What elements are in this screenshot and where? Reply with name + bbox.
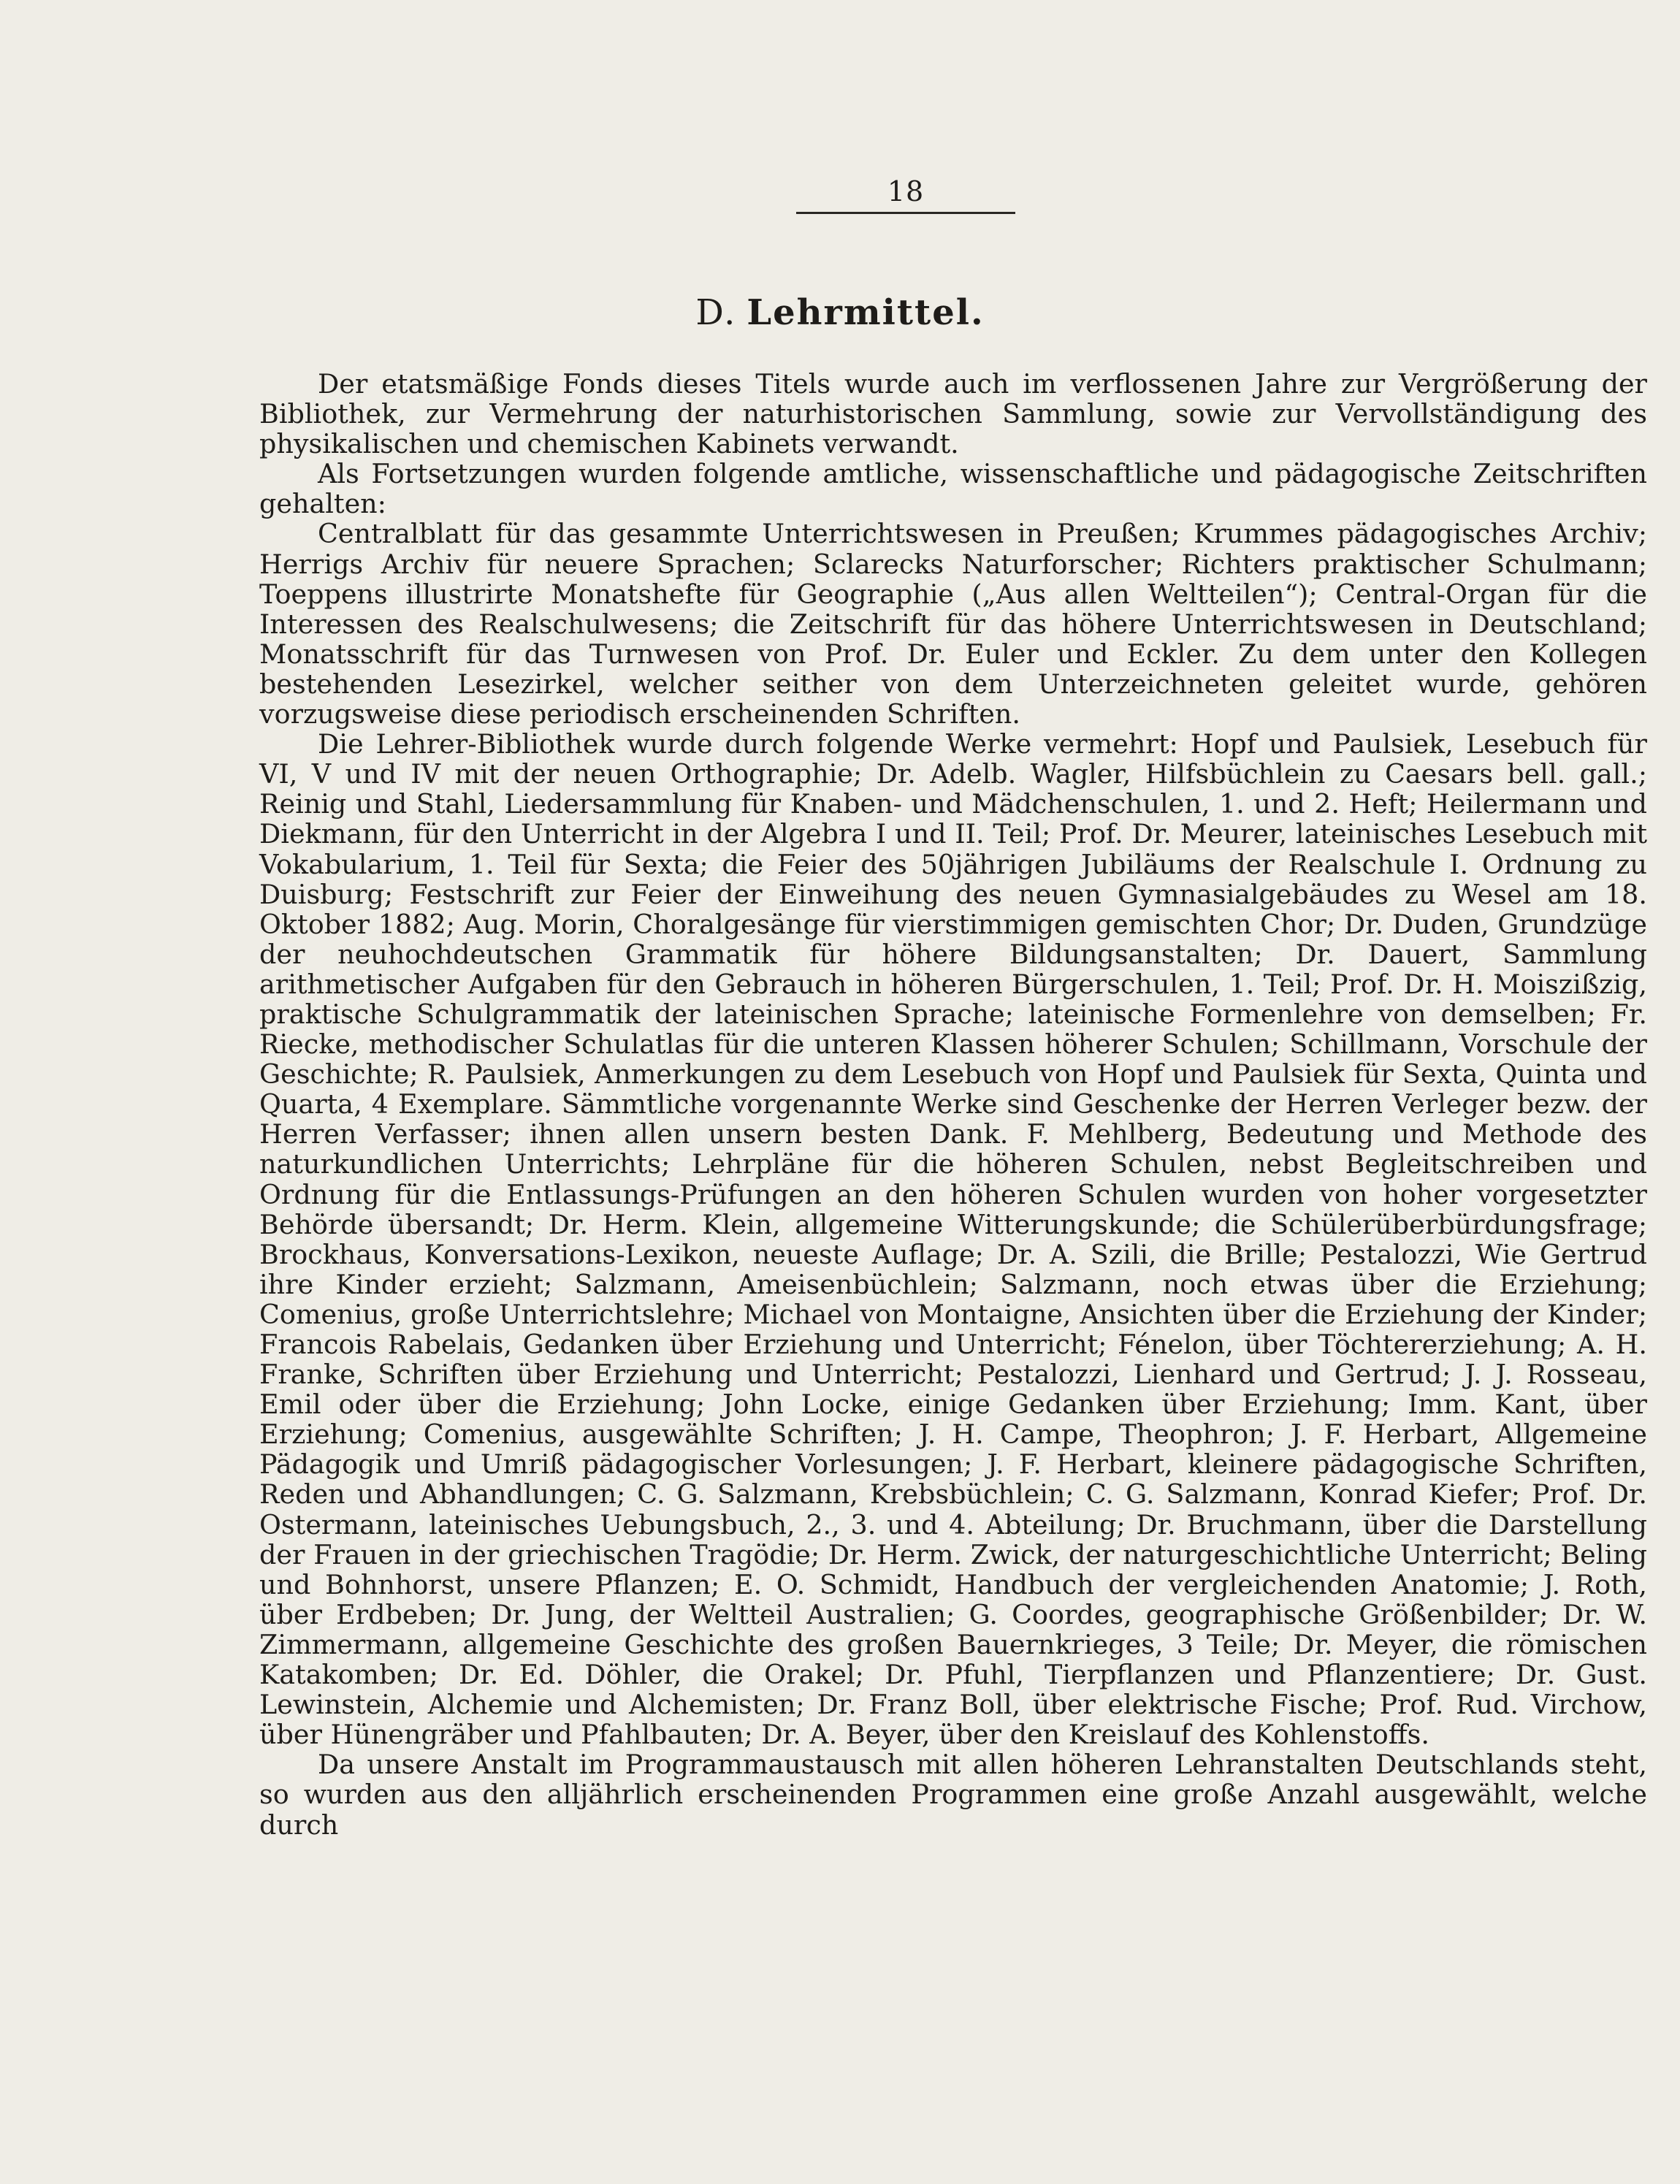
section-number: D. <box>695 292 737 333</box>
section-title: Lehrmittel. <box>747 292 985 333</box>
paragraph-zeitschriften: Centralblatt für das gesammte Unterrichtswesen in Preußen; Krummes pädagogisches Archiv; Herrigs Archiv für neuere Sprachen; Sclarecks Naturforscher; Richters praktischer Schulmann; Toeppens illustrirte Monatshefte für Geographie („Aus allen Weltteilen“); Central-Organ für die Interessen des Realschulwesens; die Zeitschrift für das höhere Unterrichtswesen in Deutschland; Monatsschrift für das Turnwesen von Prof. Dr. Euler und Eckler. Zu dem unter den Kollegen bestehenden Lesezirkel, welcher seither von dem Unterzeichneten geleitet wurde, gehören vorzugsweise diese periodisch erscheinenden Schriften. <box>259 518 1647 730</box>
body-text <box>259 369 1647 1840</box>
paragraph-fonds: Der etatsmäßige Fonds dieses Titels wurde auch im verflossenen Jahre zur Vergrößerung der Bibliothek, zur Vermehrung der naturhistorischen Sammlung, sowie zur Vervollständigung des physikalischen und chemischen Kabinets verwandt. <box>259 368 1647 460</box>
page-number: 18 <box>887 175 925 207</box>
paragraph-lehrer-bibliothek: Die Lehrer-Bibliothek wurde durch folgende Werke vermehrt: Hopf und Paulsiek, Lesebuch für VI, V und IV mit der neuen Orthographie; Dr. Adelb. Wagler, Hilfsbüchlein zu Caesars bell. gall.; Reinig und Stahl, Liedersammlung für Knaben- und Mädchenschulen, 1. und 2. Heft; Heilermann und Diekmann, für den Unterricht in der Algebra I und II. Teil; Prof. Dr. Meurer, lateinisches Lesebuch mit Vokabularium, 1. Teil für Sexta; die Feier des 50jährigen Jubiläums der Realschule I. Ordnung zu Duisburg; Festschrift zur Feier der Einweihung des neuen Gymnasialgebäudes zu Wesel am 18. Oktober 1882; Aug. Morin, Choralgesänge für vierstimmigen gemischten Chor; Dr. Duden, Grundzüge der neuhochdeutschen Grammatik für höhere Bildungsanstalten; Dr. Dauert, Sammlung arithmetischer Aufgaben für den Gebrauch in höheren Bürgerschulen, 1. Teil; Prof. Dr. H. Moiszißzig, praktische Schulgrammatik der lateinischen Sprache; lateinische Formenlehre von demselben; Fr. Riecke, methodischer Schulatlas für die unteren Klassen höherer Schulen; Schillmann, Vorschule der Geschichte; R. Paulsiek, Anmerkungen zu dem Lesebuch von Hopf und Paulsiek für Sexta, Quinta und Quarta, 4 Exemplare. Sämmtliche vorgenannte Werke sind Geschenke der Herren Verleger bezw. der Herren Verfasser; ihnen allen unsern besten Dank. F. Mehlberg, Bedeutung und Methode des naturkundlichen Unterrichts; Lehrpläne für die höheren Schulen, nebst Begleitschreiben und Ordnung für die Entlassungs-Prüfungen an den höheren Schulen wurden von hoher vorgesetzter Behörde übersandt; Dr. Herm. Klein, allgemeine Witterungskunde; die Schülerüberbürdungsfrage; Brockhaus, Konversations-Lexikon, neueste Auflage; Dr. A. Szili, die Brille; Pestalozzi, Wie Gertrud ihre Kinder erzieht; Salzmann, Ameisenbüchlein; Salzmann, noch etwas über die Erziehung; Comenius, große Unterrichtslehre; Michael von Montaigne, Ansichten über die Erziehung der Kinder; Francois Rabelais, Gedanken über Erziehung und Unterricht; Fénelon, über Töchtererziehung; A. H. Franke, Schriften über Erziehung und Unterricht; Pestalozzi, Lienhard und Gertrud; J. J. Rosseau, Emil oder über die Erziehung; John Locke, einige Gedanken über Erziehung; Imm. Kant, über Erziehung; Comenius, ausgewählte Schriften; J. H. Campe, Theophron; J. F. Herbart, Allgemeine Pädagogik und Umriß pädagogischer Vorlesungen; J. F. Herbart, kleinere pädagogische Schriften, Reden und Abhandlungen; C. G. Salzmann, Krebsbüchlein; C. G. Salzmann, Konrad Kiefer; Prof. Dr. Ostermann, lateinisches Uebungsbuch, 2., 3. und 4. Abteilung; Dr. Bruchmann, über die Darstellung der Frauen in der griechischen Tragödie; Dr. Herm. Zwick, der naturgeschichtliche Unterricht; Beling und Bohnhorst, unsere Pflanzen; E. O. Schmidt, Handbuch der vergleichenden Anatomie; J. Roth, über Erdbeben; Dr. Jung, der Weltteil Australien; G. Coordes, geographische Größenbilder; Dr. W. Zimmermann, allgemeine Geschichte des großen Bauernkrieges, 3 Teile; Dr. Meyer, die römischen Katakomben; Dr. Ed. Döhler, die Orakel; Dr. Pfuhl, Tierpflanzen und Pflanzentiere; Dr. Gust. Lewinstein, Alchemie und Alchemisten; Dr. Franz Boll, über elektrische Fische; Prof. Rud. Virchow, über Hünengräber und Pfahlbauten; Dr. A. Beyer, über den Kreislauf des Kohlenstoffs. <box>259 728 1647 1751</box>
paragraph-fortsetzungen: Als Fortsetzungen wurden folgende amtliche, wissenschaftliche und pädagogische Zeitschriften gehalten: <box>259 458 1647 520</box>
paragraph-programmaustausch: Da unsere Anstalt im Programmaustausch mit allen höheren Lehranstalten Deutschlands steht, so wurden aus den alljährlich erscheinenden Programmen eine große Anzahl ausgewählt, welche durch <box>259 1749 1647 1841</box>
section-heading <box>0 292 1680 333</box>
page-number-rule <box>796 212 1015 214</box>
